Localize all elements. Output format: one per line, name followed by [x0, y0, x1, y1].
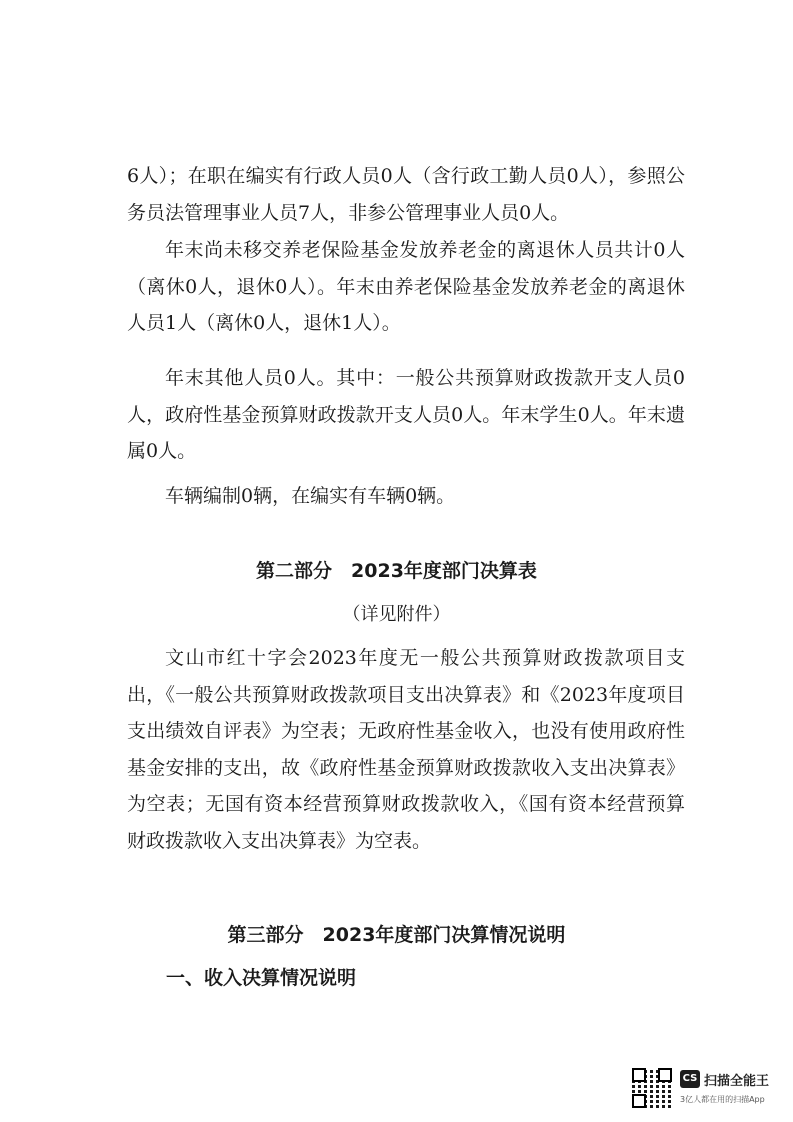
part2-heading: 第二部分 2023年度部门决算表 [256, 560, 537, 582]
section-income-heading: 一、收入决算情况说明 [166, 967, 357, 989]
brand-name: 扫描全能王 [704, 1074, 770, 1089]
paragraph-retirees: 年末尚未移交养老保险基金发放养老金的离退休人员共计0人（离休0人，退休0人）。年末由养老保险基金发放养老金的离退休人员1人（离休0人，退休1人）。 [127, 239, 685, 334]
paragraph-vehicles: 车辆编制0辆，在编实有车辆0辆。 [165, 485, 456, 507]
paragraph-staff: 6人）；在职在编实有行政人员0人（含行政工勤人员0人），参照公务员法管理事业人员7人，非参公管理事业人员0人。 [127, 165, 685, 224]
part2-subtitle: （详见附件） [342, 604, 451, 625]
scanner-watermark [632, 1066, 782, 1110]
part3-heading: 第三部分 2023年度部门决算情况说明 [227, 924, 566, 946]
brand-tagline: 3亿人都在用的扫描App [680, 1095, 765, 1104]
paragraph-part2-text: 文山市红十字会2023年度无一般公共预算财政拨款项目支出，《一般公共预算财政拨款项目支出决算表》和《2023年度项目支出绩效自评表》为空表；无政府性基金收入，也没有使用政府性基金安排的支出，故《政府性基金预算财政拨款收入支出决算表》为空表；无国有资本经营预算财政拨款收入，《国有资本经营预算财政拨款收入支出决算表》为空表。 [127, 647, 685, 852]
paragraph-other-staff: 年末其他人员0人。其中：一般公共预算财政拨款开支人员0人，政府性基金预算财政拨款开支人员0人。年末学生0人。年末遗属0人。 [127, 367, 685, 462]
camscanner-logo-icon: CS [680, 1070, 700, 1088]
